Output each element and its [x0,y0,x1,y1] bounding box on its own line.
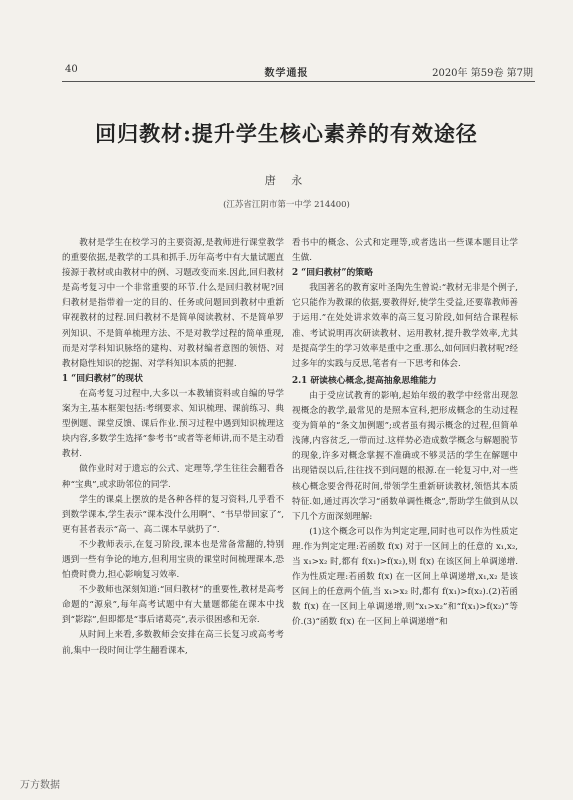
issue-info: 2020年 第59卷 第7期 [432,68,533,79]
article-title: 回归教材:提升学生核心素养的有效途径 [95,121,478,146]
paragraph: 不少教师表示,在复习阶段,课本也是常备常翻的,特别遇到一些有争论的地方,但利用宝贵的课堂时间梳理课本,恐怕费时费力,担心影响复习效率. [62,539,284,581]
paragraph: 不少教师也深刻知道:“回归教材”的重要性,教材是高考命题的“源泉”,每年高考试题中有大量题都能在课本中找到“影踪”,但即都是“事后诸葛亮”,表示很困惑和无奈. [62,585,284,626]
left-column [62,236,284,659]
paragraph: 由于受应试教育的影响,起始年级的教学中经常出现忽视概念的教学,最常见的是照本宣科,把形成概念的生动过程变为简单的“条文加例题”;或者虽有揭示概念的过程,但简单浅薄,内容贫乏,一带而过.这样势必造成数学概念与解题脱节的现象,许多对概念掌握不准确或不够灵活的学生在解题中出现错误以后,往往找不到问题的根源.在一轮复习中,对一些核心概念要舍得花时间,带领学生重新研读教材,领悟其本质特征.如,通过再次学习“函数单调性概念”,帮助学生做到从以下几个方面深刻理解: [292,390,518,522]
paragraph: 看书中的概念、公式和定理等,或者选出一些课本题目让学生做. [292,238,518,264]
paragraph: 从时间上来看,多数教师会安排在高三长复习或高考考前,集中一段时间让学生翻看课本, [62,630,284,656]
page-number: 40 [65,64,78,75]
running-header [40,64,533,80]
database-watermark: 万方数据 [20,780,60,791]
right-column [292,236,518,630]
paragraph: 做作业时对于遗忘的公式、定理等,学生往往会翻看各种“宝典”,或求助邻位的同学. [62,464,284,490]
journal-name: 数学通报 [264,68,309,79]
subsection-heading: 2.1 研读核心概念,提高抽象思维能力 [292,375,437,386]
paragraph: 在高考复习过程中,大多以一本教辅资料或自编的导学案为主,基本框架包括:考纲要求、知识梳理、课前练习、典型例题、课堂反馈、课后作业.预习过程中遇到知识梳理这块内容,多数学生选择“参考书”或者等老师讲,而不是主动看教材. [62,388,284,460]
header-divider [62,81,535,82]
author-affiliation: (江苏省江阴市第一中学 214400) [223,200,350,210]
paragraph: (1)这个概念可以作为判定定理,同时也可以作为性质定理.作为判定定理:若函数 f(x) 对于一区间上的任意的 x₁,x₂,当 x₁>x₂ 时,都有 f(x₁)>f(x₂),则 f(x) 在该区间上单调递增.作为性质定理:若函数 f(x) 在一区间上单调递增,x₁,x₂ 是该区间上的任意两个值,当 x₁>x₂ 时,都有 f(x₁)>f(x₂).(2)若函数 f(x) 在一区间上单调递增,则“x₁>x₂”和“f(x₁)>f(x₂)”等价.(3)“函数 f(x) 在一区间上单调递增”和 [292,526,518,628]
section-heading: 1 “回归教材”的现状 [62,373,143,384]
paragraph: 教材是学生在校学习的主要资源,是教师进行课堂教学的重要依据,是教学的工具和抓手.历年高考中有大量试题直接源于教材或由教材中的例、习题改变而来.因此,回归教材是高考复习中一个非常重要的环节.什么是回归教材呢?回归教材是指带着一定的目的、任务或问题回到教材中重新审视教材的过程.回归教材不是简单阅读教材、不是简单罗列知识、不是简单梳理方法、不是对教学过程的简单重现,而是对学科知识脉络的建构、对教材编者意图的领悟、对教材隐性知识的挖掘、对学科知识本质的把握. [62,238,284,369]
section-heading: 2 “回归教材”的策略 [292,268,373,279]
paragraph: 我国著名的教育家叶圣陶先生曾说:“教材无非是个例子,它只能作为教课的依据,要教得好,使学生受益,还要靠教师善于运用.”在处处讲求效率的高三复习阶段,如何结合课程标准、考试说明再次研读教材、运用教材,提升教学效率,尤其是提高学生的学习效率是重中之重.那么,如何回归教材呢?经过多年的实践与反思,笔者有一下思考和体会. [292,283,518,369]
article-author: 唐 永 [264,174,309,187]
paragraph: 学生的课桌上摆放的是各种各样的复习资料,几乎看不到数学课本,学生表示“课本没什么用啊”、“书早带回家了”,更有甚者表示“高一、高二课本早就扔了”. [62,494,284,535]
